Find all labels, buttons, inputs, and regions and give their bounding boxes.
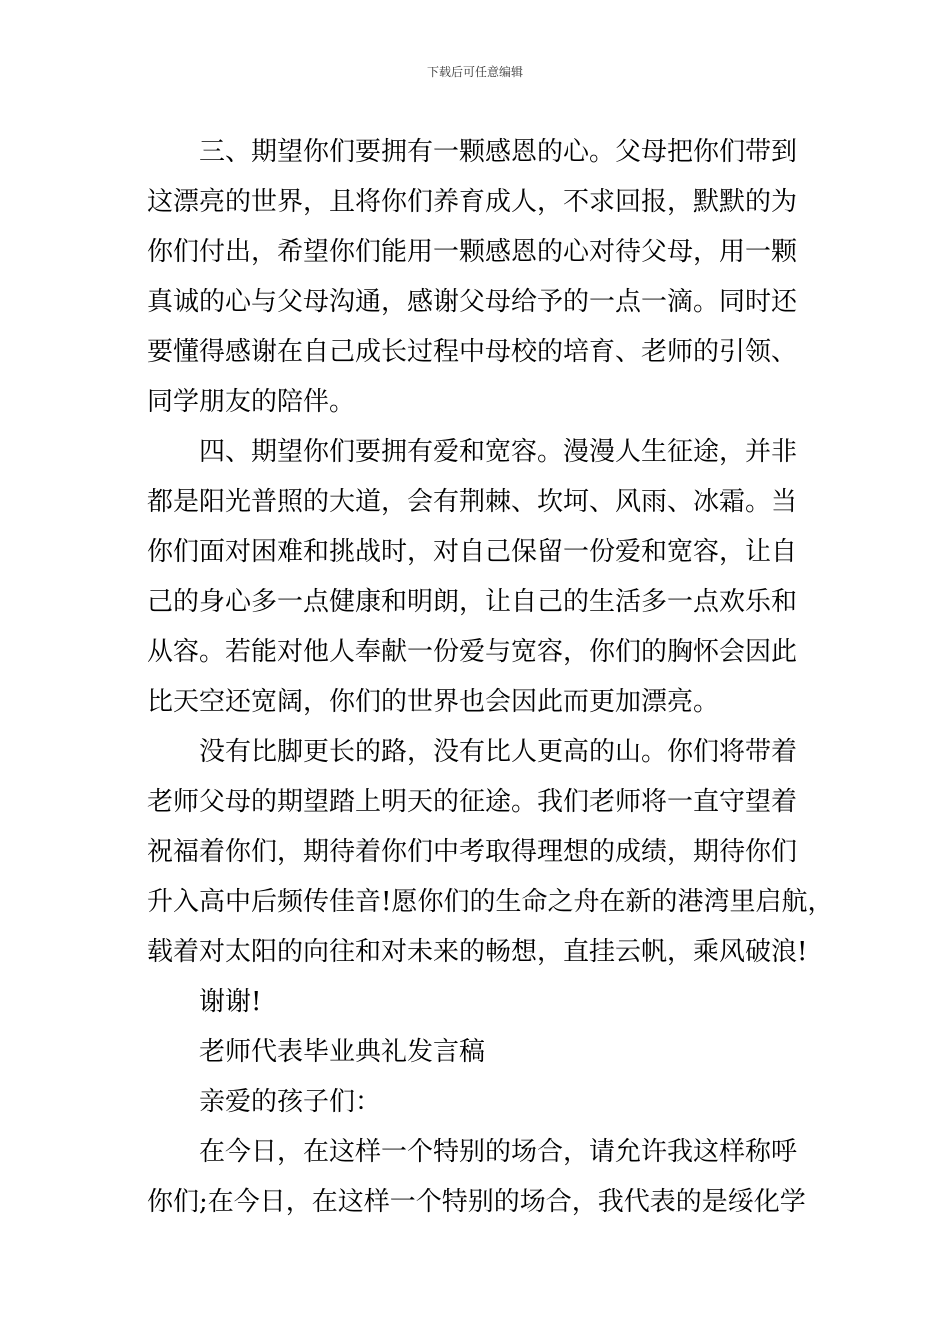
text-line: 比天空还宽阔，你们的世界也会因此而更加漂亮。 [147, 687, 720, 717]
section-title: 老师代表毕业典礼发言稿 [199, 1037, 486, 1067]
page-header-note: 下载后可任意编辑 [426, 65, 523, 79]
text-line: 四、期望你们要拥有爱和宽容。漫漫人生征途，并非 [199, 437, 798, 467]
text-line: 都是阳光普照的大道，会有荆棘、坎坷、风雨、冰霜。当 [147, 487, 798, 517]
text-line: 你们;在今日，在这样一个特别的场合，我代表的是绥化学 [147, 1187, 806, 1217]
text-line: 这漂亮的世界，且将你们养育成人，不求回报，默默的为 [147, 187, 798, 217]
text-line: 你们面对困难和挑战时，对自己保留一份爱和宽容，让自 [147, 537, 798, 567]
text-line: 升入高中后频传佳音!愿你们的生命之舟在新的港湾里启航， [147, 887, 834, 917]
text-line: 老师父母的期望踏上明天的征途。我们老师将一直守望着 [147, 787, 798, 817]
text-line: 同学朋友的陪伴。 [147, 387, 356, 417]
text-line: 己的身心多一点健康和明朗，让自己的生活多一点欢乐和 [147, 587, 798, 617]
salutation: 亲爱的孩子们： [199, 1087, 382, 1117]
text-line: 祝福着你们，期待着你们中考取得理想的成绩，期待你们 [147, 837, 798, 867]
document-body [147, 127, 834, 1227]
text-line: 真诚的心与父母沟通，感谢父母给予的一点一滴。同时还 [147, 287, 798, 317]
text-line: 从容。若能对他人奉献一份爱与宽容，你们的胸怀会因此 [147, 637, 798, 667]
text-line: 三、期望你们要拥有一颗感恩的心。父母把你们带到 [199, 137, 798, 167]
closing-thanks: 谢谢! [199, 987, 262, 1017]
text-line: 在今日，在这样一个特别的场合，请允许我这样称呼 [199, 1137, 798, 1167]
text-line: 载着对太阳的向往和对未来的畅想，直挂云帆，乘风破浪! [147, 937, 808, 967]
text-line: 没有比脚更长的路，没有比人更高的山。你们将带着 [199, 737, 798, 767]
text-line: 要懂得感谢在自己成长过程中母校的培育、老师的引领、 [147, 337, 798, 367]
text-line: 你们付出，希望你们能用一颗感恩的心对待父母，用一颗 [147, 237, 798, 267]
